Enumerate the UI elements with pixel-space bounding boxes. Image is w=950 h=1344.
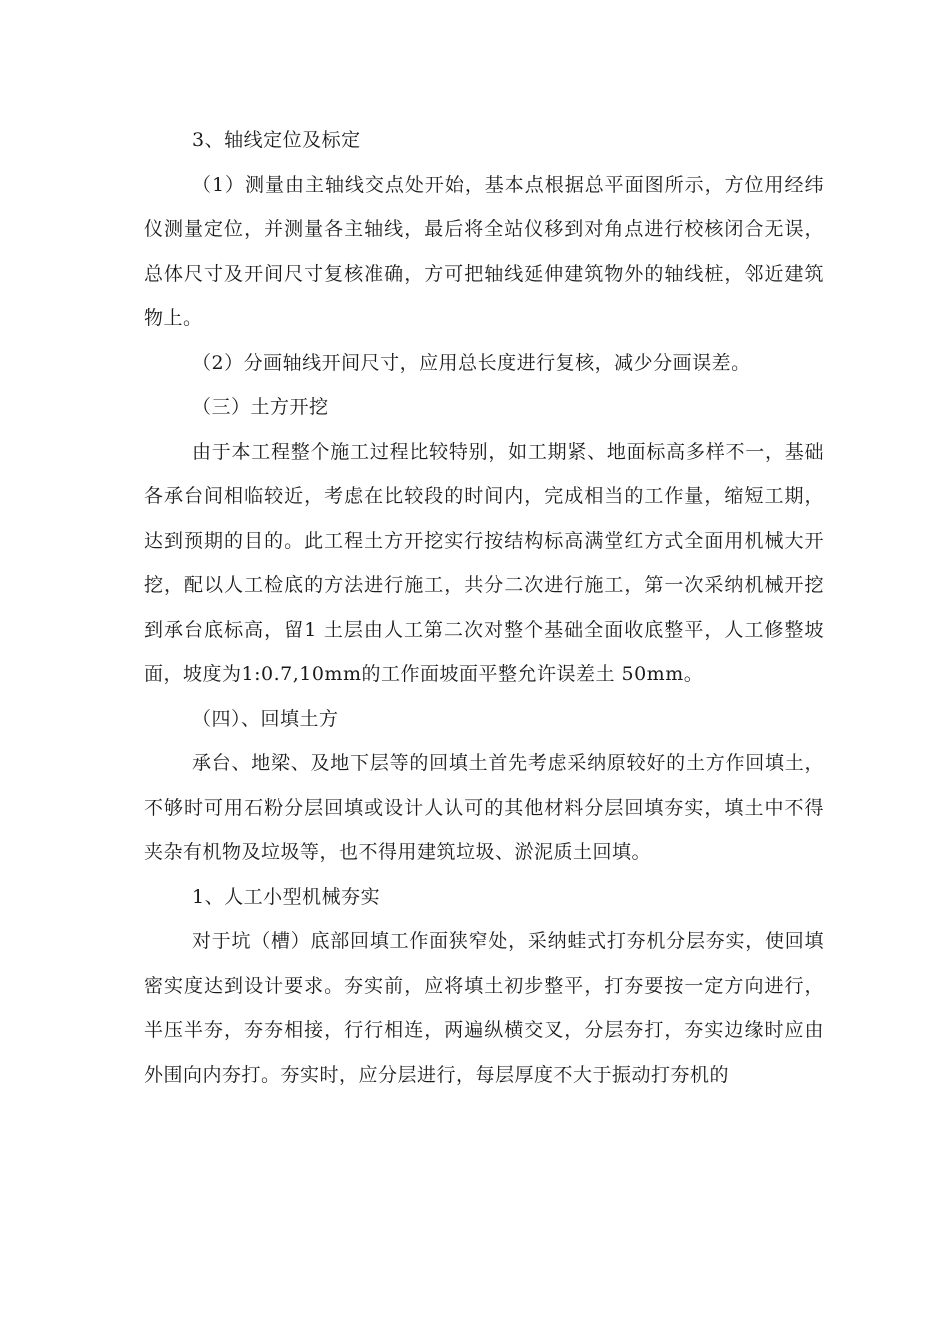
section-heading-backfill: （四）、回填土方 bbox=[192, 707, 339, 730]
paragraph-axis-division: （2）分画轴线开间尺寸，应用总长度进行复核，减少分画误差。 bbox=[192, 351, 751, 374]
paragraph-compaction-method: 对于坑（槽）底部回填工作面狭窄处，采纳蛙式打夯机分层夯实，使回填密实度达到设计要求。夯实前，应将填土初步整平，打夯要按一定方向进行，半压半夯，夯夯相接，行行相连，两遍纵横交叉，分层夯打，夯实边缘时应由外围向内夯打。夯实时，应分层进行，每层厚度不大于振动打夯机的 bbox=[144, 930, 824, 1086]
paragraph-backfill-material: 承台、地梁、及地下层等的回填土首先考虑采纳原较好的土方作回填土，不够时可用石粉分层回填或设计人认可的其他材料分层回填夯实，填土中不得夹杂有机物及垃圾等，也不得用建筑垃圾、淤泥质土回填。 bbox=[144, 752, 824, 863]
document-body bbox=[144, 118, 824, 1097]
section-heading-manual-compaction: 1、人工小型机械夯实 bbox=[192, 885, 381, 908]
section-heading-axis-positioning: 3、轴线定位及标定 bbox=[192, 129, 361, 151]
paragraph-excavation-method: 由于本工程整个施工过程比较特别，如工期紧、地面标高多样不一，基础各承台间相临较近，考虑在比较段的时间内，完成相当的工作量，缩短工期，达到预期的目的。此工程土方开挖实行按结构标高满堂红方式全面用机械大开挖，配以人工检底的方法进行施工，共分二次进行施工，第一次采纳机械开挖到承台底标高，留1 土层由人工第二次对整个基础全面收底整平，人工修整坡面，坡度为1:0.7,10mm的工作面坡面平整允许误差土 50mm。 bbox=[144, 440, 824, 685]
paragraph-axis-measurement: （1）测量由主轴线交点处开始，基本点根据总平面图所示，方位用经纬仪测量定位，并测量各主轴线，最后将全站仪移到对角点进行校核闭合无误，总体尺寸及开间尺寸复核准确，方可把轴线延伸建筑物外的轴线桩，邻近建筑物上。 bbox=[144, 173, 824, 329]
section-heading-earthwork-excavation: （三）土方开挖 bbox=[192, 396, 329, 418]
